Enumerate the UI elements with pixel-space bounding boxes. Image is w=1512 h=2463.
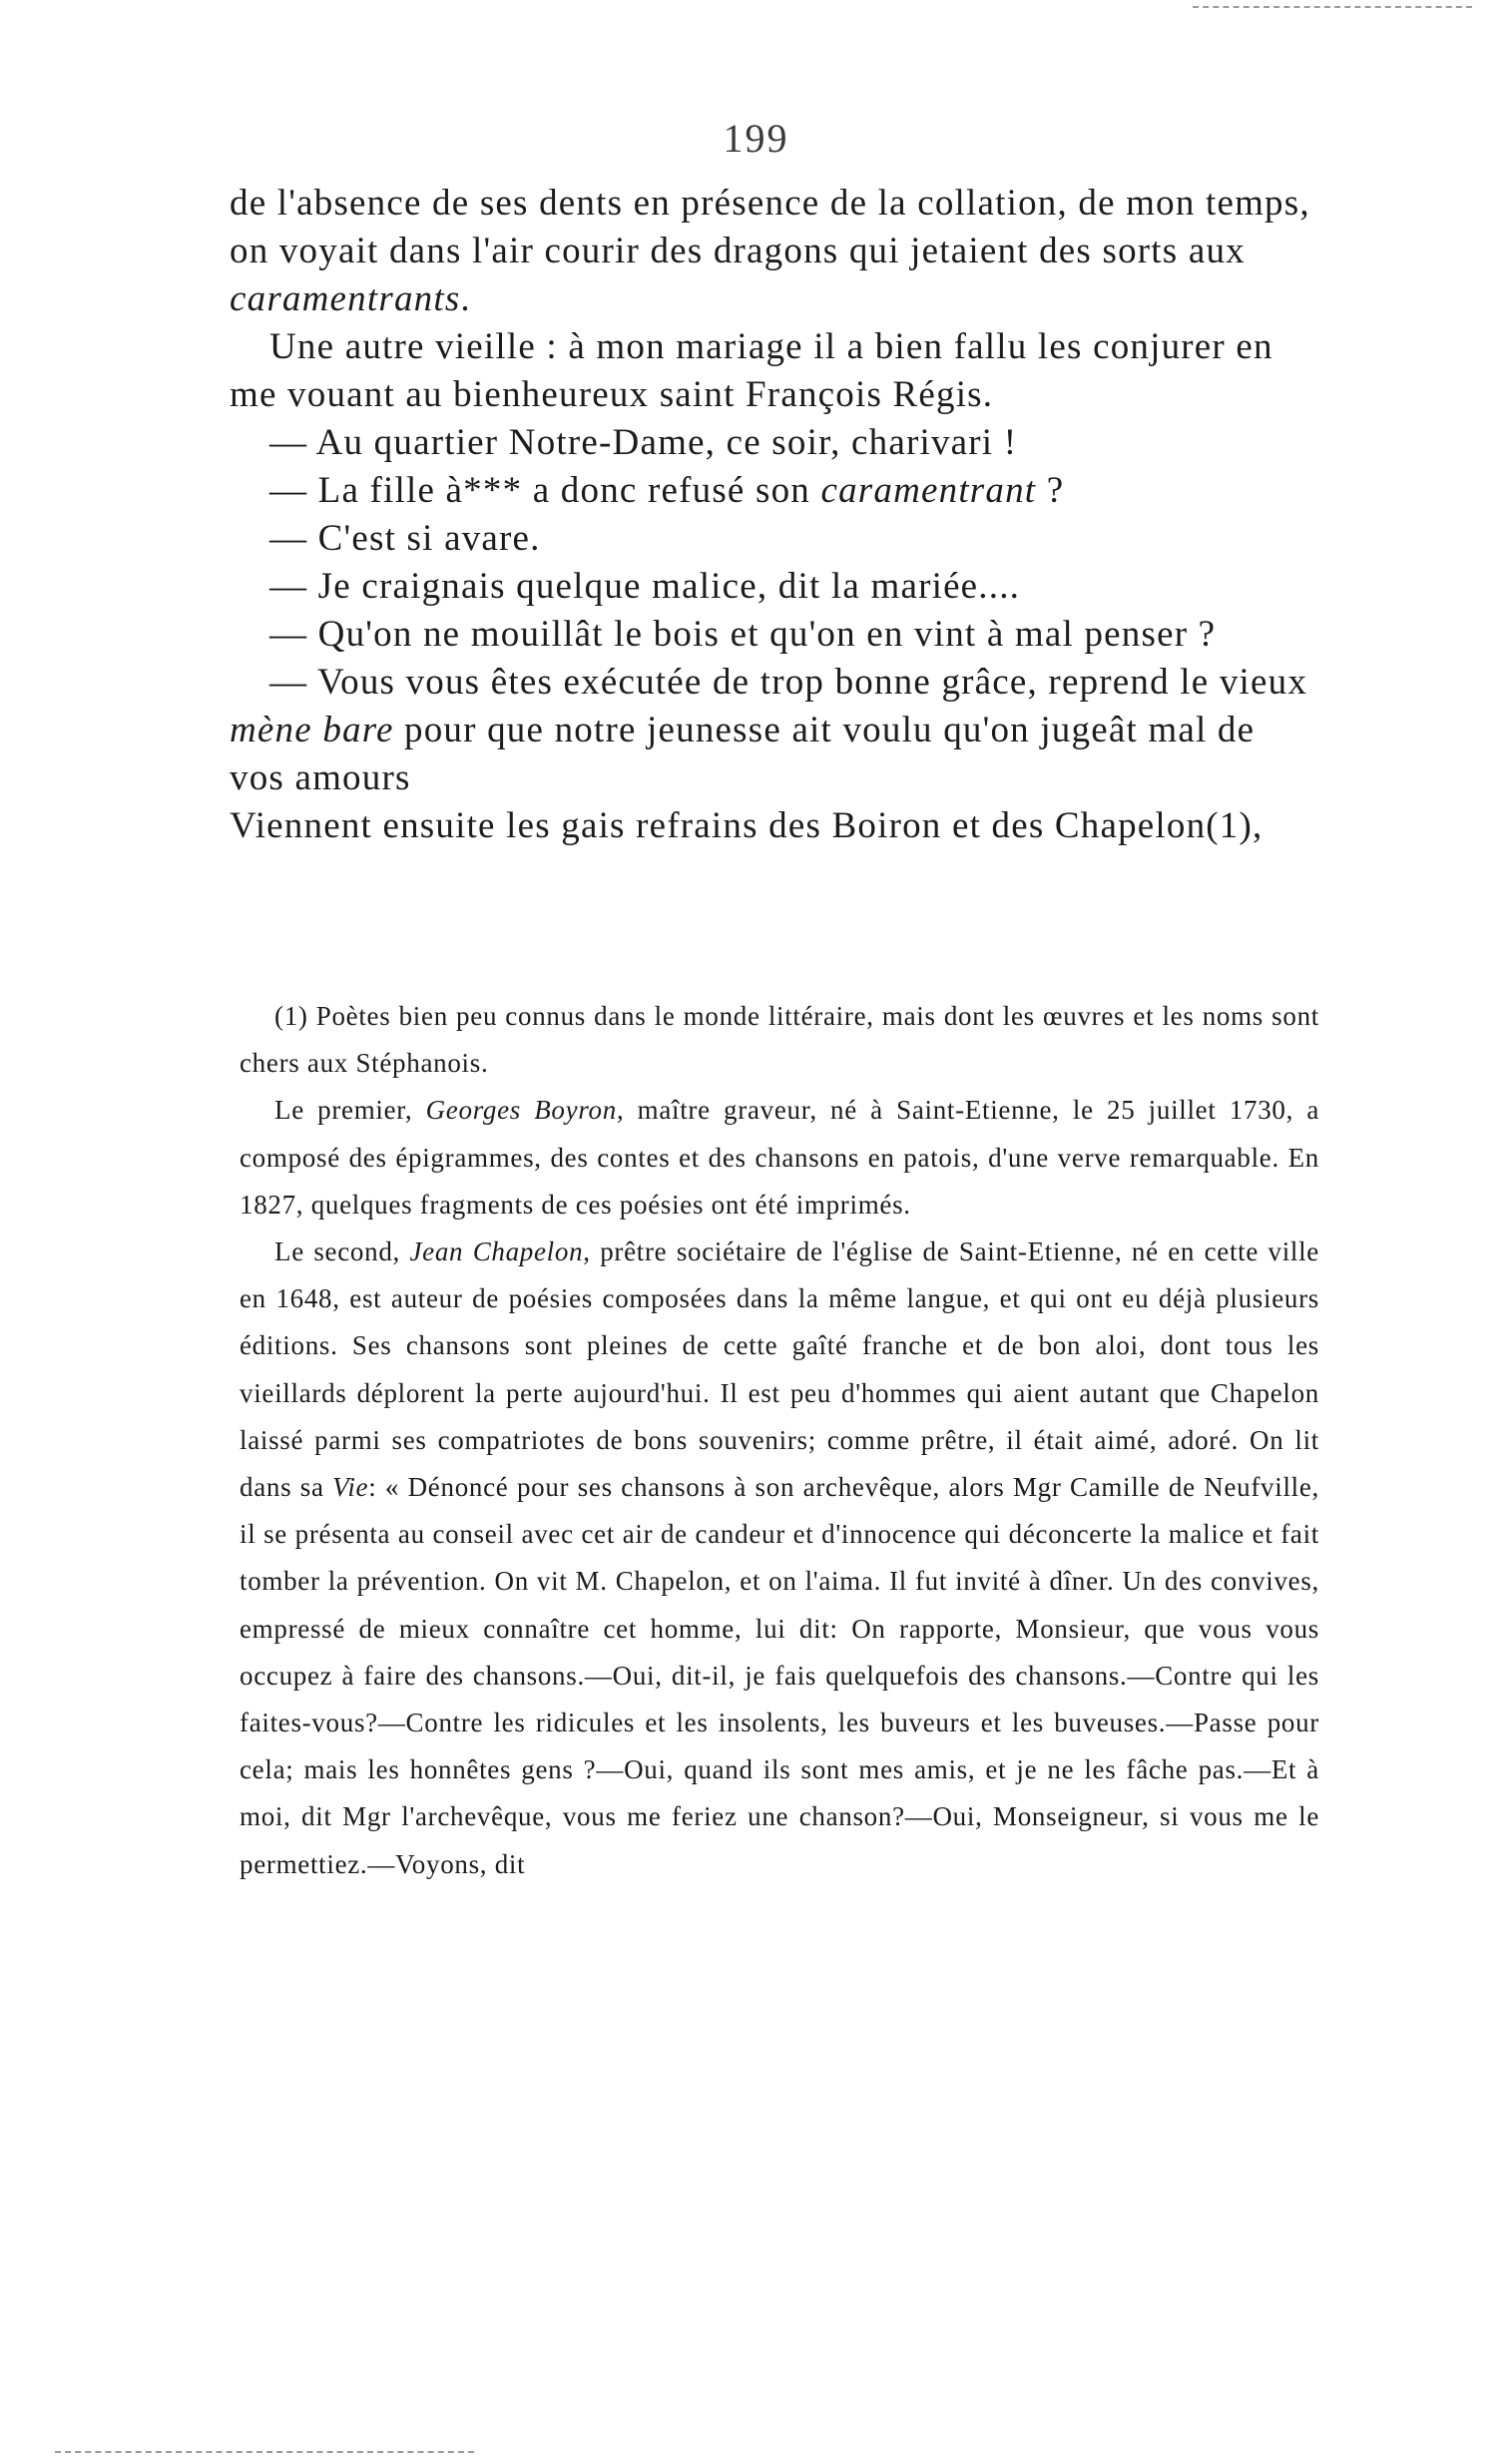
paragraph-1-end: . xyxy=(460,278,471,319)
dialogue-line-6-end: pour que notre jeunesse ait voulu qu'on jugeât mal de vos amours xyxy=(230,710,1256,798)
dialogue-line-6-italic: mène bare xyxy=(230,710,394,750)
bottom-scan-rule xyxy=(55,2451,474,2455)
dialogue-line-1: — Au quartier Notre-Dame, ce soir, charivari ! xyxy=(269,422,1018,463)
footnote-3 xyxy=(240,1229,1319,1888)
dialogue-line-2-text: — La fille à*** a donc refusé son xyxy=(269,470,821,511)
main-text xyxy=(230,180,1317,850)
dialogue-line-2-italic: caramentrant xyxy=(820,470,1037,511)
footnote-2 xyxy=(240,1087,1319,1229)
dialogue-line-3: — C'est si avare. xyxy=(269,518,541,559)
dialogue-line-5: — Qu'on ne mouillât le bois et qu'on en vint à mal penser ? xyxy=(269,614,1217,655)
footnotes xyxy=(240,993,1319,1888)
page-number: 199 xyxy=(723,116,789,161)
footnote-2-italic: Georges Boyron xyxy=(425,1095,617,1126)
dialogue-line-6 xyxy=(230,659,1317,802)
paragraph-1-text: de l'absence de ses dents en présence de la collation, de mon temps, on voyait dans l'air courir des dragons qui jetaient des sorts aux xyxy=(230,183,1310,271)
footnote-3-mid: , prêtre sociétaire de l'église de Saint-Etienne, né en cette ville en 1648, est auteur de poésies composées dans la même langue, et qui ont eu déjà plusieurs éditions. Ses chansons sont pleines de cette gaîté franche et de bon aloi, dont tous les vieillards déplorent la perte aujourd'hui. Il est peu d'hommes qui aient autant que Chapelon laissé parmi ses compatriotes de bons souvenirs; comme prêtre, il était aimé, adoré. On lit dans sa xyxy=(240,1236,1319,1503)
paragraph-2: Une autre vieille : à mon mariage il a bien fallu les conjurer en me vouant au bienheureux saint François Régis. xyxy=(230,326,1273,415)
footnote-3-italic-2: Vie xyxy=(332,1472,369,1503)
footnote-1: (1) Poètes bien peu connus dans le monde littéraire, mais dont les œuvres et les noms sont chers aux Stéphanois. xyxy=(240,1001,1319,1079)
footnote-2-end: , maître graveur, né à Saint-Etienne, le 25 juillet 1730, a composé des épigrammes, des contes et des chansons en patois, d'une verve remarquable. En 1827, quelques fragments de ces poésies ont été imprimés. xyxy=(240,1095,1319,1220)
dialogue-line-4: — Je craignais quelque malice, dit la mariée.... xyxy=(269,566,1021,607)
top-scan-rule xyxy=(1193,6,1472,10)
dialogue-line-2-end: ? xyxy=(1036,470,1065,511)
footnote-2-text: Le premier, xyxy=(274,1095,426,1126)
footnote-3-italic: Jean Chapelon xyxy=(409,1236,584,1267)
dialogue-line-2 xyxy=(230,467,1317,515)
paragraph-1 xyxy=(230,180,1317,323)
paragraph-3: Viennent ensuite les gais refrains des Boiron et des Chapelon(1), xyxy=(230,805,1263,846)
paragraph-1-italic: caramentrants xyxy=(230,278,461,319)
dialogue-line-6-text: — Vous vous êtes exécutée de trop bonne grâce, reprend le vieux xyxy=(269,662,1308,703)
footnote-3-end: : « Dénoncé pour ses chansons à son archevêque, alors Mgr Camille de Neufville, il se présenta au conseil avec cet air de candeur et d'innocence qui déconcerte la malice et fait tomber la prévention. On vit M. Chapelon, et on l'aima. Il fut invité à dîner. Un des convives, empressé de mieux connaître cet homme, lui dit: On rapporte, Monsieur, que vous vous occupez à faire des chansons.—Oui, dit-il, je fais quelquefois des chansons.—Contre qui les faites-vous?—Contre les ridicules et les insolents, les buveurs et les buveuses.—Passe pour cela; mais les honnêtes gens ?—Oui, quand ils sont mes amis, et je ne les fâche pas.—Et à moi, dit Mgr l'archevêque, vous me feriez une chanson?—Oui, Monseigneur, si vous me le permettiez.—Voyons, dit xyxy=(240,1472,1319,1879)
footnote-3-text: Le second, xyxy=(274,1236,410,1267)
